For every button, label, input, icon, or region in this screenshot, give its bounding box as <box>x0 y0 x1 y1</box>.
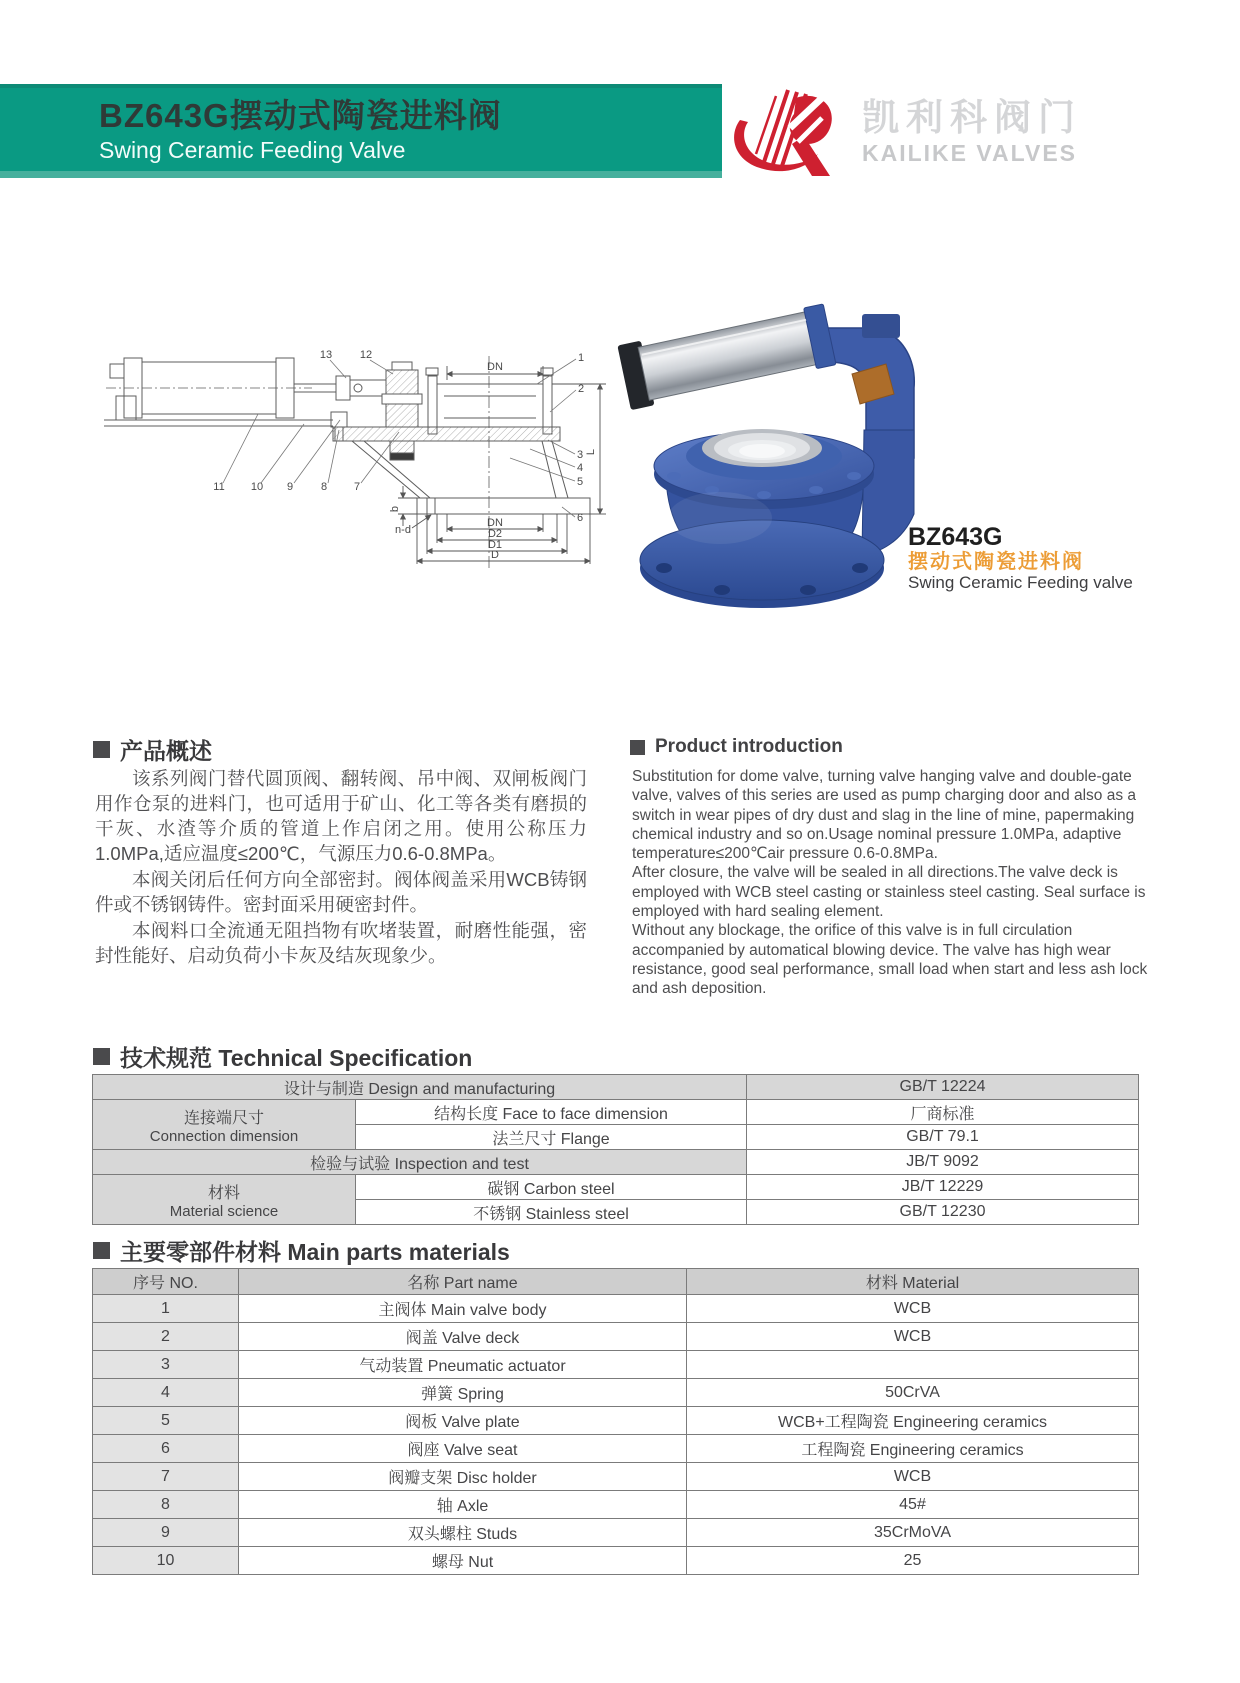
brand-logo-icon <box>726 84 848 180</box>
spec-item: 不锈钢 Stainless steel <box>356 1200 747 1225</box>
overview-paragraph-en: Without any blockage, the orifice of this valve is in full circulation accompanied by automatical blowing device. The valve has high wear resistance, good seal performance, small load when start and less ash lock and ash deposition. <box>632 922 1148 998</box>
spec-group-zh: 材料 <box>207 1184 240 1202</box>
table-row <box>93 1100 1139 1125</box>
model-name-zh: 摆动式陶瓷进料阀 <box>908 551 1084 573</box>
brand-logo <box>726 84 1082 180</box>
part-material: 35CrMoVA <box>687 1519 1139 1547</box>
spec-value: GB/T 12230 <box>747 1200 1139 1225</box>
callout-11: 11 <box>213 481 225 493</box>
overview-paragraph-en: After closure, the valve will be sealed in all directions.The valve deck is employed with WCB steel casting or stainless steel casting. Seal surface is employed with hard sealing element. <box>632 864 1146 921</box>
callout-9: 9 <box>286 481 294 493</box>
model-number: BZ643G <box>908 523 1003 551</box>
part-no: 3 <box>93 1351 239 1379</box>
overview-paragraph-en: Substitution for dome valve, turning valve hanging valve and double-gate valve, valves of this series are used as pump charging door and also as a switch in wear pipes of dry dust and slag in the line of mine, papermaking chemical industry and so on.Usage nominal pressure 1.0MPa, adaptive temperature≤200℃air pressure 0.6-0.8MPa. <box>632 768 1137 863</box>
brand-logo-text <box>862 97 1082 167</box>
spec-item: 结构长度 Face to face dimension <box>356 1100 747 1125</box>
spec-group-en: Connection dimension <box>149 1127 299 1145</box>
callout-4: 4 <box>576 462 584 474</box>
dim-b: b <box>389 505 401 513</box>
table-row <box>93 1547 1139 1575</box>
spec-group-en: Material science <box>169 1202 279 1220</box>
part-material: WCB <box>687 1295 1139 1323</box>
spec-value: GB/T 12224 <box>747 1075 1139 1100</box>
callout-1: 1 <box>577 352 585 364</box>
part-no: 9 <box>93 1519 239 1547</box>
table-row <box>93 1519 1139 1547</box>
part-name: 阀盖 Valve deck <box>239 1323 687 1351</box>
brand-name-en: KAILIKE VALVES <box>862 140 1077 166</box>
overview-paragraph: 本阀料口全流通无阻挡物有吹堵装置，耐磨性能强，密封性能好、启动负荷小卡灰及结灰现象少。 <box>95 920 587 966</box>
spec-value: JB/T 9092 <box>747 1150 1139 1175</box>
table-row <box>93 1351 1139 1379</box>
section-bullet-icon <box>93 1242 110 1259</box>
spec-label: 检验与试验 Inspection and test <box>93 1150 747 1175</box>
section-heading-overview <box>93 733 212 766</box>
part-name: 弹簧 Spring <box>239 1379 687 1407</box>
overview-text-en <box>632 767 1153 999</box>
callout-5: 5 <box>576 476 584 488</box>
part-no: 10 <box>93 1547 239 1575</box>
section-heading-technical-specification <box>93 1040 472 1073</box>
part-no: 2 <box>93 1323 239 1351</box>
dim-d2: D2 <box>487 528 503 540</box>
dim-d1: D1 <box>487 539 503 551</box>
model-name-en: Swing Ceramic Feeding valve <box>908 573 1133 592</box>
callout-7: 7 <box>353 481 361 493</box>
callout-6: 6 <box>576 512 584 524</box>
page-title: BZ643G摆动式陶瓷进料阀 <box>99 97 502 134</box>
spec-label: 设计与制造 Design and manufacturing <box>93 1075 747 1100</box>
column-header-no: 序号 NO. <box>93 1269 239 1295</box>
spec-value: JB/T 12229 <box>747 1175 1139 1200</box>
spec-item: 碳钢 Carbon steel <box>356 1175 747 1200</box>
parts-heading: 主要零部件材料 Main parts materials <box>120 1239 510 1265</box>
callout-2: 2 <box>577 383 585 395</box>
part-name: 轴 Axle <box>239 1491 687 1519</box>
brand-name-zh: 凯利科阀门 <box>862 97 1082 138</box>
dim-nd: n-d <box>395 524 411 536</box>
table-row <box>93 1435 1139 1463</box>
overview-heading-zh: 产品概述 <box>120 738 212 764</box>
overview-text-zh <box>95 766 587 969</box>
column-header-material: 材料 Material <box>687 1269 1139 1295</box>
part-material: 50CrVA <box>687 1379 1139 1407</box>
table-row <box>93 1491 1139 1519</box>
technical-drawing <box>90 300 650 580</box>
table-row <box>93 1463 1139 1491</box>
spec-group-zh: 连接端尺寸 <box>183 1109 264 1127</box>
spec-group-label <box>93 1100 356 1150</box>
technical-specification-table <box>92 1074 1139 1225</box>
section-heading-product-introduction <box>630 736 843 758</box>
part-name: 气动装置 Pneumatic actuator <box>239 1351 687 1379</box>
section-bullet-icon <box>93 741 110 758</box>
part-name: 双头螺柱 Studs <box>239 1519 687 1547</box>
spec-heading: 技术规范 Technical Specification <box>120 1045 473 1071</box>
table-row <box>93 1323 1139 1351</box>
part-name: 阀瓣支架 Disc holder <box>239 1463 687 1491</box>
table-row <box>93 1379 1139 1407</box>
callout-10: 10 <box>250 481 264 493</box>
dim-l: L <box>585 448 597 456</box>
part-name: 主阀体 Main valve body <box>239 1295 687 1323</box>
part-name: 阀板 Valve plate <box>239 1407 687 1435</box>
part-no: 4 <box>93 1379 239 1407</box>
table-row <box>93 1150 1139 1175</box>
parts-table-body <box>93 1295 1139 1575</box>
table-row <box>93 1407 1139 1435</box>
spec-value: GB/T 79.1 <box>747 1125 1139 1150</box>
part-material: WCB <box>687 1463 1139 1491</box>
part-material: WCB+工程陶瓷 Engineering ceramics <box>687 1407 1139 1435</box>
table-row <box>93 1175 1139 1200</box>
table-row <box>93 1295 1139 1323</box>
part-material: 25 <box>687 1547 1139 1575</box>
callout-3: 3 <box>576 449 584 461</box>
column-header-part-name: 名称 Part name <box>239 1269 687 1295</box>
dim-d: D <box>491 549 499 561</box>
table-row <box>93 1075 1139 1100</box>
dim-dn-bottom: DN <box>487 517 503 529</box>
dim-dn-top: DN <box>487 361 503 373</box>
section-heading-main-parts-materials <box>93 1234 510 1267</box>
header-banner <box>0 84 722 178</box>
section-bullet-icon <box>93 1048 110 1065</box>
part-name: 阀座 Valve seat <box>239 1435 687 1463</box>
table-header-row <box>93 1269 1139 1295</box>
part-material <box>687 1351 1139 1379</box>
callout-8: 8 <box>320 481 328 493</box>
spec-group-label <box>93 1175 356 1225</box>
overview-paragraph: 该系列阀门替代圆顶阀、翻转阀、吊中阀、双闸板阀门用作仓泵的进料门，也可适用于矿山、化工等各类有磨损的干灰、水渣等介质的管道上作启闭之用。使用公称压力1.0MPa,适应温度≤200℃，气源压力0.6-0.8MPa。 <box>95 768 587 864</box>
overview-heading-en: Product introduction <box>655 736 843 757</box>
spec-value: 厂商标准 <box>747 1100 1139 1125</box>
callout-13: 13 <box>319 349 333 361</box>
part-no: 7 <box>93 1463 239 1491</box>
part-no: 1 <box>93 1295 239 1323</box>
overview-paragraph: 本阀关闭后任何方向全部密封。阀体阀盖采用WCB铸钢件或不锈钢铸件。密封面采用硬密封件。 <box>95 869 587 915</box>
page-subtitle: Swing Ceramic Feeding Valve <box>99 137 406 163</box>
spec-item: 法兰尺寸 Flange <box>356 1125 747 1150</box>
part-material: 45# <box>687 1491 1139 1519</box>
part-no: 5 <box>93 1407 239 1435</box>
callout-12: 12 <box>359 349 373 361</box>
section-bullet-icon <box>630 740 645 755</box>
part-material: WCB <box>687 1323 1139 1351</box>
part-no: 8 <box>93 1491 239 1519</box>
part-material: 工程陶瓷 Engineering ceramics <box>687 1435 1139 1463</box>
main-parts-table <box>92 1268 1139 1575</box>
part-no: 6 <box>93 1435 239 1463</box>
photo-caption <box>908 524 1133 593</box>
part-name: 螺母 Nut <box>239 1547 687 1575</box>
